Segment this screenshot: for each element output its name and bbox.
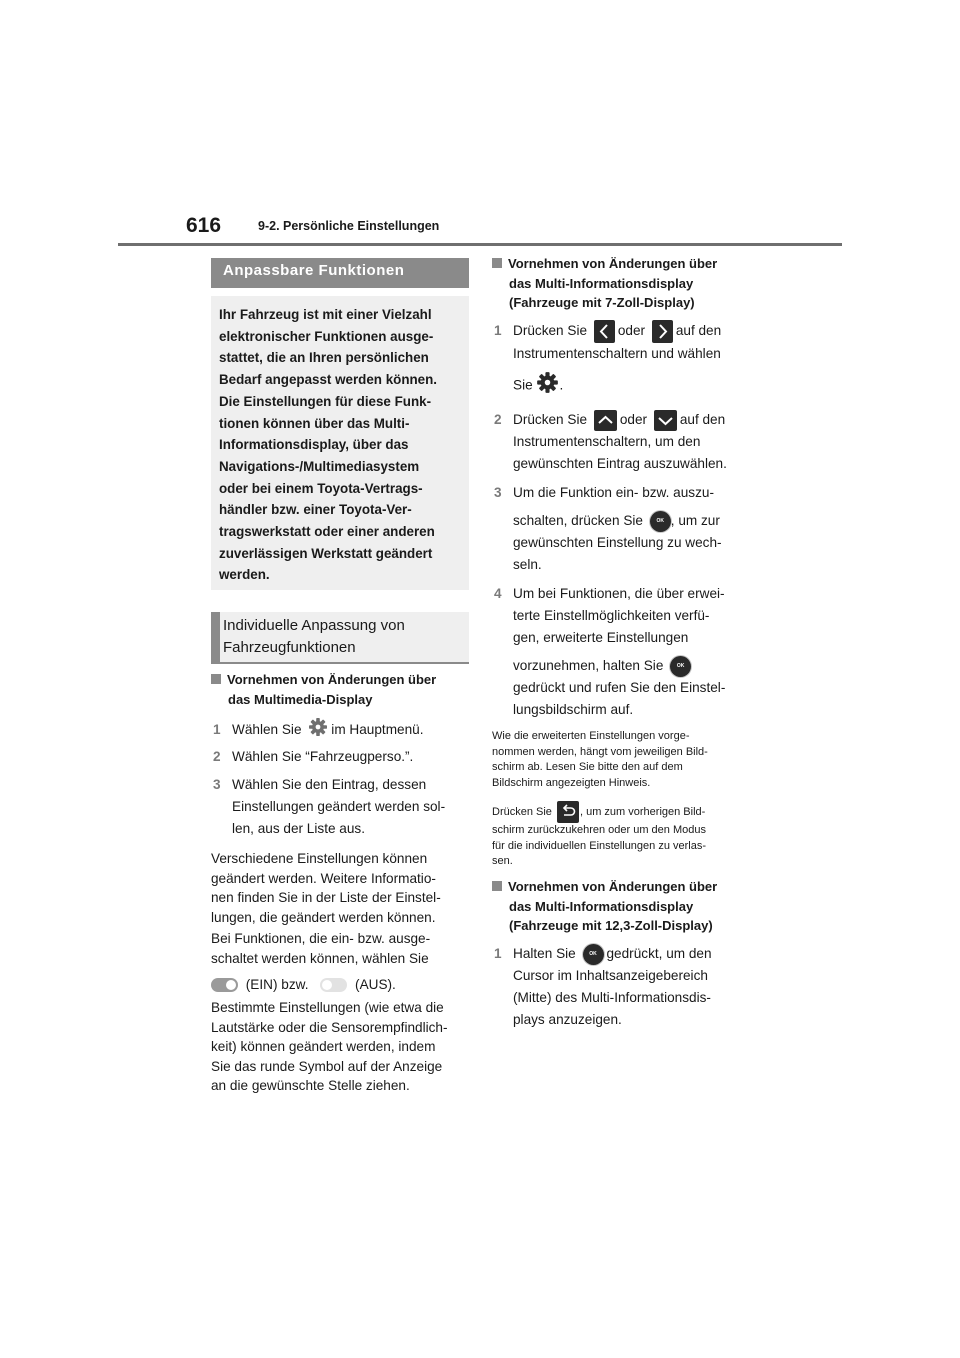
- box-line: Informationsdisplay, über das: [219, 437, 409, 453]
- box-line: händler bzw. einer Toyota-Ver-: [219, 502, 412, 518]
- note-back: [492, 801, 706, 870]
- heading-mid-12: [492, 877, 717, 936]
- step-text: oder: [617, 323, 646, 339]
- step-number: 3: [213, 777, 221, 792]
- step-text: schalten, drücken Sie: [513, 513, 643, 528]
- ok-button-icon: OK: [670, 656, 691, 677]
- bullet-square-icon: [492, 881, 502, 891]
- note-text: Drücken Sie: [492, 805, 552, 818]
- heading-text: Vornehmen von Änderungen über: [227, 672, 437, 687]
- box-line: werden.: [219, 567, 270, 583]
- step-text: plays anzuzeigen.: [513, 1012, 622, 1027]
- toggle-off-label: (AUS).: [355, 977, 396, 992]
- heading-text: das Multi-Informationsdisplay: [509, 275, 694, 291]
- note-text: , um zum vorherigen Bild-: [579, 805, 706, 818]
- paragraph-settings: [211, 849, 441, 927]
- step-text: Cursor im Inhaltsanzeigebereich: [513, 968, 708, 983]
- step-text: .: [559, 377, 564, 393]
- step-text: Einstellungen geändert werden sol-: [232, 799, 446, 814]
- chevron-left-icon: [594, 320, 615, 343]
- box2-underline: [211, 662, 469, 664]
- heading-multimedia: [211, 670, 436, 709]
- box-line: oder bei einem Toyota-Vertrags-: [219, 480, 423, 496]
- toggle-off-icon: [320, 978, 347, 992]
- paragraph-sliders: [211, 998, 448, 1096]
- step-text: Halten Sie: [513, 946, 576, 961]
- step-text: Wählen Sie den Eintrag, dessen: [232, 777, 427, 792]
- para-line: Bei Funktionen, die ein- bzw. ausge-: [211, 931, 431, 946]
- note-line: schirm ab. Lesen Sie bitte den auf dem: [492, 761, 683, 773]
- note-line: nommen werden, hängt vom jeweiligen Bild-: [492, 745, 708, 758]
- para-line: Lautstärke oder die Sensorempfindlich-: [211, 1019, 448, 1035]
- para-line: Bestimmte Einstellungen (wie etwa die: [211, 1000, 444, 1015]
- box2-title-line: Individuelle Anpassung von: [223, 617, 405, 634]
- heading-text: (Fahrzeuge mit 12,3-Zoll-Display): [509, 918, 713, 933]
- step-number: 1: [213, 722, 221, 738]
- step-text: auf den: [675, 323, 722, 339]
- step-number: 2: [494, 412, 502, 427]
- step-text: len, aus der Liste aus.: [232, 821, 365, 836]
- para-line: geändert werden. Weitere Informatio-: [211, 870, 436, 886]
- step-mid12-1: [492, 943, 712, 1031]
- box-line: Die Einstellungen für diese Funk-: [219, 393, 432, 409]
- chevron-down-icon: [654, 410, 677, 431]
- toggle-on-icon: [211, 978, 238, 992]
- step-number: 3: [494, 485, 502, 500]
- bullet-square-icon: [492, 258, 502, 268]
- step-text: Instrumentenschaltern und wählen: [513, 346, 721, 361]
- box-body-customizable: [211, 296, 469, 590]
- step-text: gewünschten Eintrag auszuwählen.: [513, 456, 727, 471]
- bullet-square-icon: [211, 674, 221, 684]
- step-text: terte Einstellmöglichkeiten verfü-: [513, 608, 710, 623]
- note-line: sen.: [492, 855, 513, 867]
- box-line: stattet, die an Ihren persönlichen: [219, 350, 429, 366]
- heading-mid-7: [492, 254, 717, 313]
- para-line: Verschiedene Einstellungen können: [211, 851, 428, 866]
- toggle-on-label: (EIN) bzw.: [245, 977, 309, 992]
- para-line: keit) können geändert werden, indem: [211, 1039, 436, 1054]
- step-text: , um zur: [670, 513, 720, 528]
- box-line: tionen können über das Multi-: [219, 415, 410, 431]
- heading-text: Vornehmen von Änderungen über: [508, 879, 718, 894]
- step-number: 2: [213, 749, 221, 764]
- header-rule: [118, 243, 842, 246]
- step-text: gen, erweiterte Einstellungen: [513, 630, 689, 645]
- note-line: Wie die erweiterten Einstellungen vorge-: [492, 730, 690, 742]
- back-icon: [557, 801, 579, 823]
- box-line: tragswerkstatt oder einer anderen: [219, 524, 435, 540]
- step-text: Um die Funktion ein- bzw. auszu-: [513, 485, 714, 500]
- step-mid7-1: [492, 320, 721, 401]
- box-title-individual: [211, 612, 469, 662]
- box-line: elektronischer Funktionen ausge-: [219, 328, 434, 344]
- step-text: oder: [619, 412, 648, 427]
- chevron-right-icon: [652, 320, 673, 343]
- section-title: 9-2. Persönliche Einstellungen: [258, 219, 440, 233]
- page-number: 616: [186, 214, 222, 237]
- step-text: auf den: [679, 412, 726, 427]
- step-text: im Hauptmenü.: [331, 722, 424, 738]
- heading-text: das Multimedia-Display: [228, 691, 373, 707]
- heading-text: Vornehmen von Änderungen über: [508, 256, 718, 271]
- note-advanced: [492, 729, 708, 791]
- step-mid7-2: [492, 409, 727, 475]
- step-text: Sie: [513, 377, 533, 393]
- step-text: (Mitte) des Multi-Informationsdis-: [513, 990, 711, 1005]
- ok-button-icon: OK: [650, 511, 671, 532]
- step-multimedia-2: [211, 746, 413, 768]
- step-number: 1: [494, 946, 502, 961]
- box2-title-line: Fahrzeugfunktionen: [223, 639, 356, 656]
- step-number: 4: [494, 586, 502, 601]
- para-line: Sie das runde Symbol auf der Anzeige: [211, 1058, 443, 1074]
- note-line: für die individuellen Einstellungen zu verlas-: [492, 839, 707, 852]
- ok-button-icon: OK: [583, 944, 604, 965]
- paragraph-toggle: [211, 929, 430, 995]
- step-text: Instrumentenschaltern, um den: [513, 434, 701, 449]
- step-text: gedrückt und rufen Sie den Einstel-: [513, 680, 726, 695]
- step-text: Wählen Sie “Fahrzeugperso.”.: [232, 749, 414, 764]
- note-line: Bildschirm angezeigten Hinweis.: [492, 776, 651, 789]
- step-text: Wählen Sie: [232, 722, 302, 738]
- step-multimedia-1: [211, 717, 423, 744]
- para-line: an die gewünschte Stelle ziehen.: [211, 1078, 410, 1093]
- gear-icon: [308, 717, 328, 744]
- box-line: zuverlässigen Werkstatt geändert: [219, 545, 433, 561]
- step-text: lungsbildschirm auf.: [513, 702, 634, 717]
- step-mid7-3: [492, 482, 722, 576]
- step-number: 1: [494, 323, 502, 339]
- step-mid7-4: [492, 583, 725, 721]
- heading-text: (Fahrzeuge mit 7-Zoll-Display): [509, 295, 695, 310]
- step-multimedia-3: [211, 774, 445, 840]
- step-text: vorzunehmen, halten Sie: [513, 658, 664, 673]
- step-text: Um bei Funktionen, die über erwei-: [513, 586, 725, 601]
- gear-icon: [536, 371, 559, 401]
- box-line: Ihr Fahrzeug ist mit einer Vielzahl: [219, 307, 432, 322]
- para-line: nen finden Sie in der Liste der Einstel-: [211, 890, 441, 905]
- para-line: schaltet werden können, wählen Sie: [211, 950, 429, 966]
- note-line: schirm zurückzukehren oder um den Modus: [492, 824, 706, 836]
- step-text: gewünschten Einstellung zu wech-: [513, 535, 722, 550]
- box-title-customizable: Anpassbare Funktionen: [211, 258, 469, 288]
- chevron-up-icon: [594, 410, 617, 431]
- box-line: Navigations-/Multimediasystem: [219, 458, 420, 474]
- heading-text: das Multi-Informationsdisplay: [509, 898, 694, 914]
- step-text: Drücken Sie: [513, 412, 588, 427]
- para-line: lungen, die geändert werden können.: [211, 909, 436, 925]
- step-text: Drücken Sie: [513, 323, 588, 339]
- box-line: Bedarf angepasst werden können.: [219, 372, 438, 388]
- step-text: seln.: [513, 557, 542, 572]
- step-text: gedrückt, um den: [606, 946, 712, 961]
